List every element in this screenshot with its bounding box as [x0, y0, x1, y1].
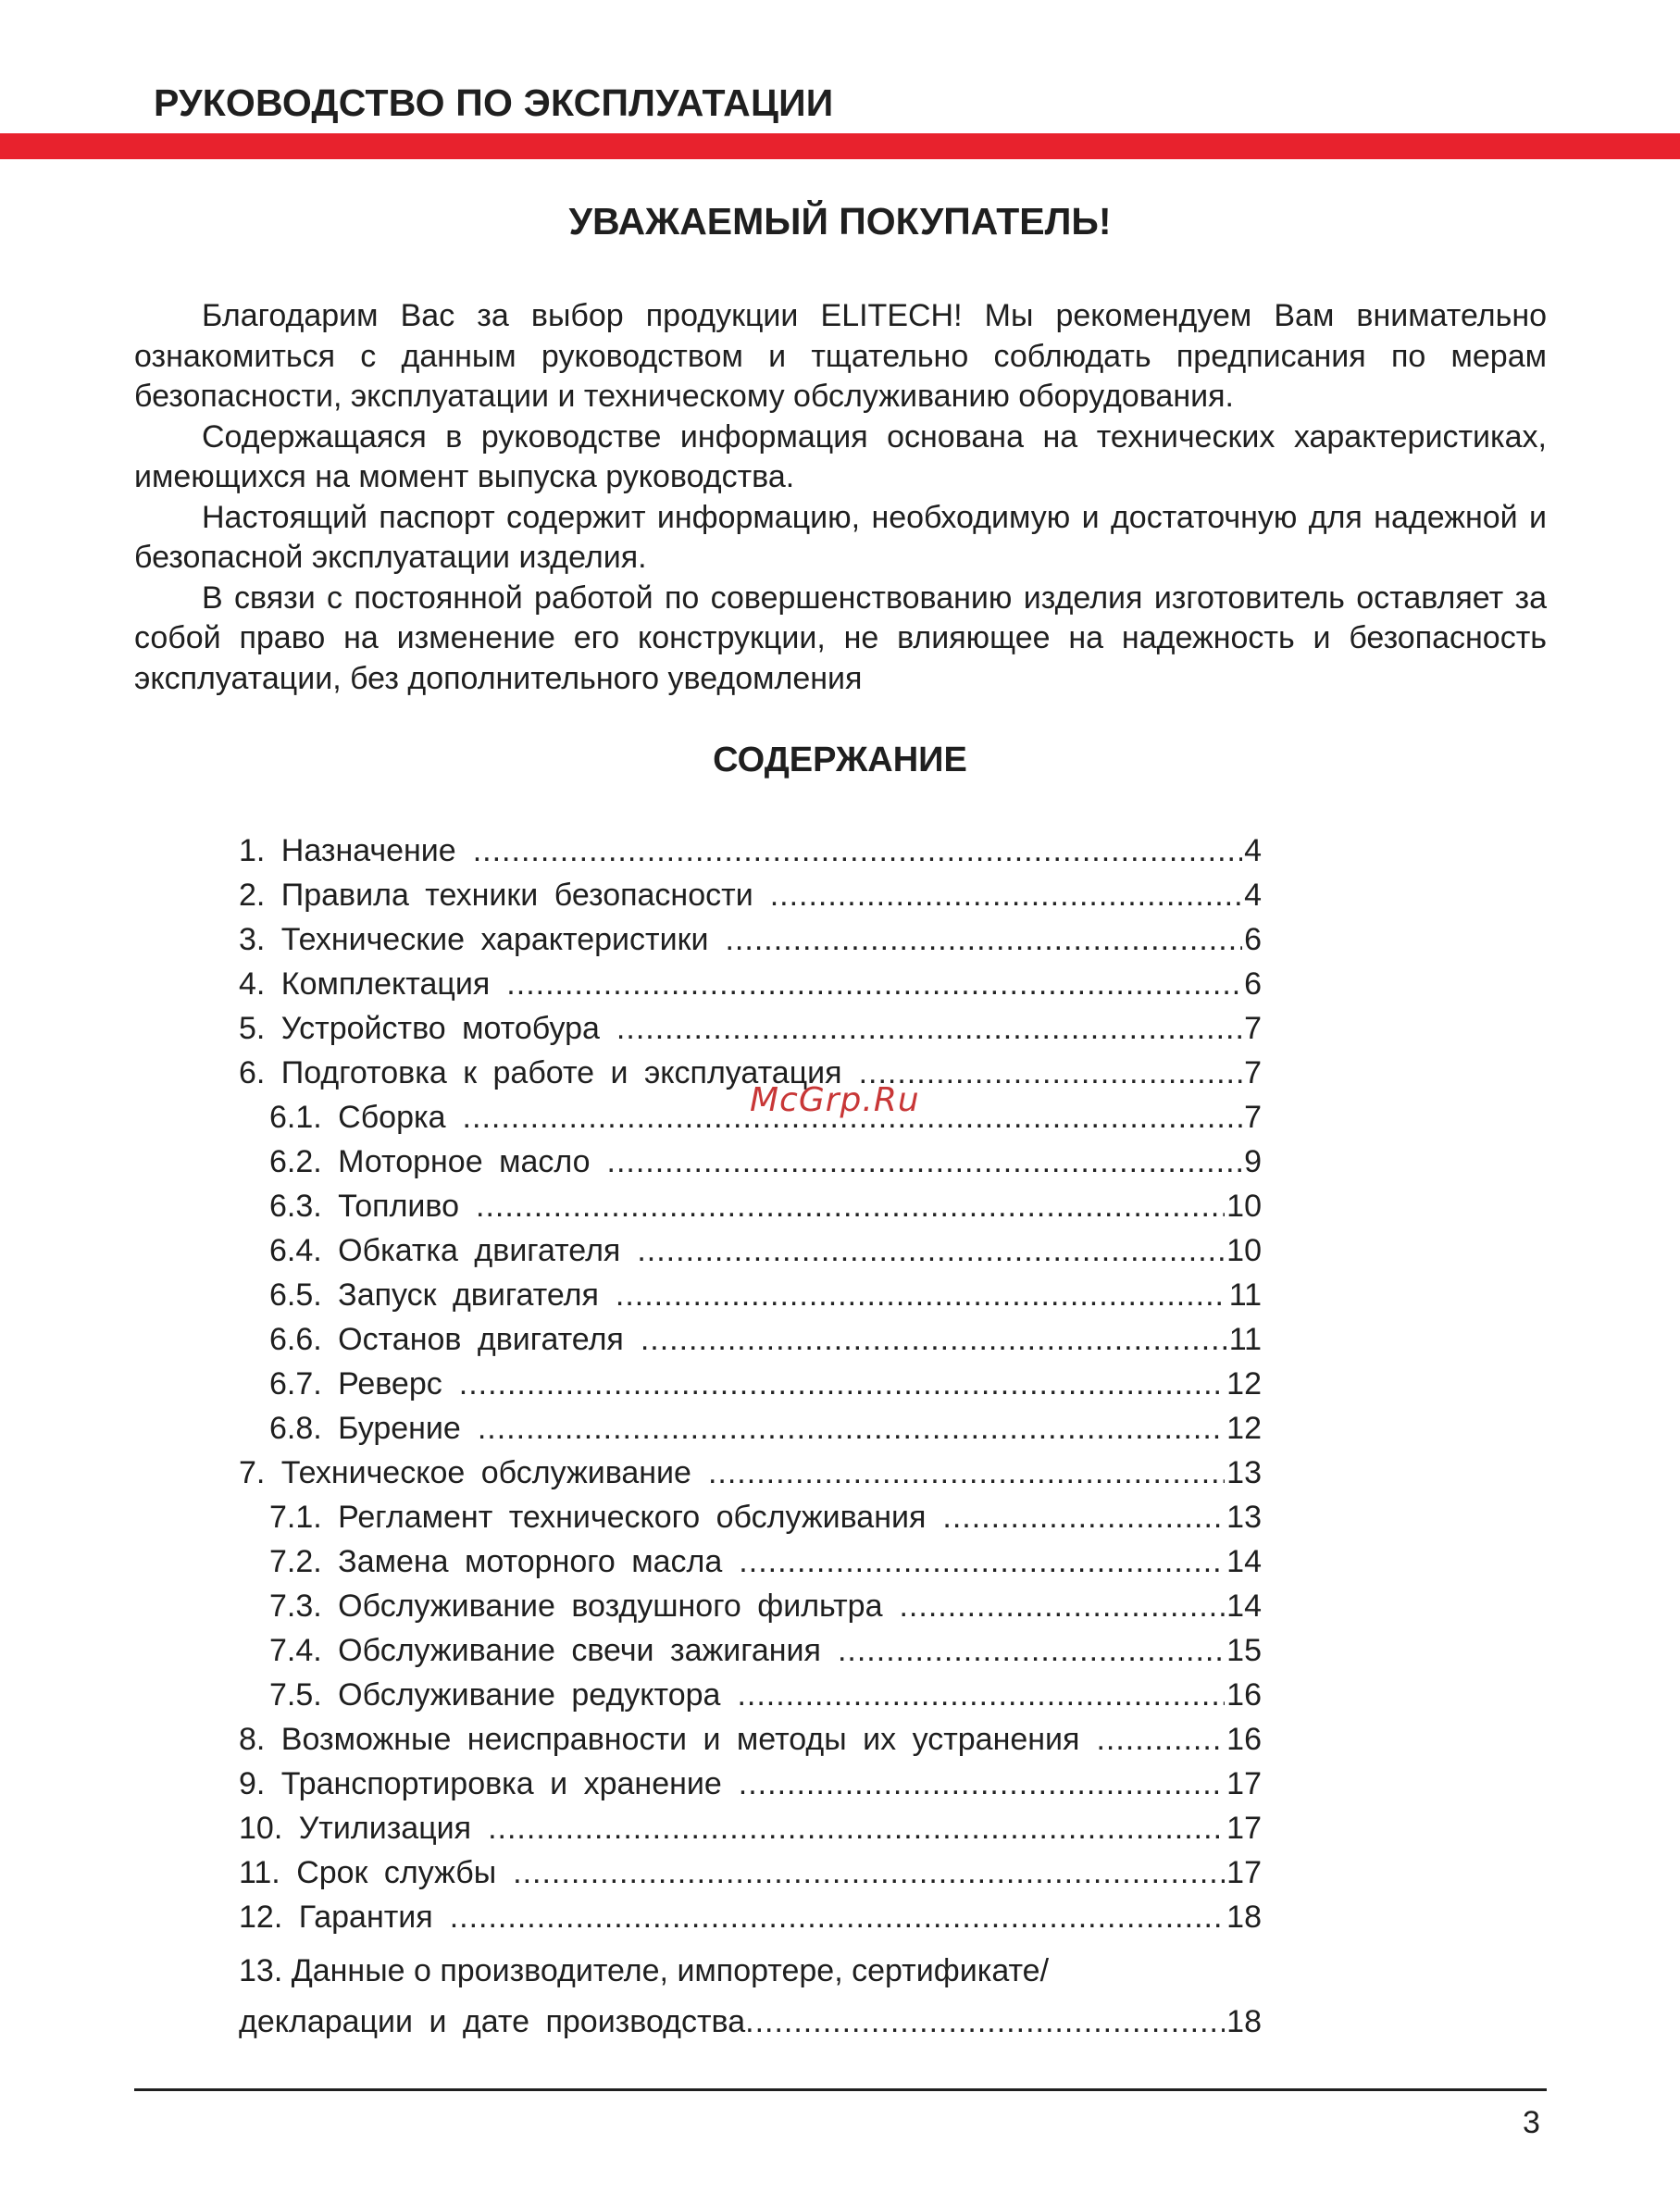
toc-item-page: 14	[1226, 1544, 1262, 1579]
intro-paragraph: Благодарим Вас за выбор продукции ELITECH! Мы рекомендуем Вам внимательно ознакомиться с данным руководством и тщательно соблюдать предписания по мерам безопасности, эксплуатации и техническому обслуживанию оборудования.	[134, 298, 1547, 414]
toc-item-page: 7	[1244, 1011, 1262, 1046]
toc-item-page: 16	[1226, 1677, 1262, 1713]
toc-item-page: 14	[1226, 1588, 1262, 1624]
toc-dot-leader	[708, 1455, 1225, 1491]
footer-rule	[134, 2088, 1547, 2091]
toc-dot-leader	[739, 1766, 1225, 1802]
intro-paragraph: Настоящий паспорт содержит информацию, необходимую и достаточную для надежной и безопасной эксплуатации изделия.	[134, 499, 1547, 575]
toc-item-title: 6.3. Топливо	[269, 1189, 460, 1224]
toc-item[interactable]	[239, 1811, 1262, 1855]
toc-item[interactable]	[239, 1766, 1262, 1811]
toc-item-title: 9. Транспортировка и хранение	[239, 1766, 722, 1801]
toc-dot-leader	[513, 1855, 1225, 1891]
toc-item[interactable]	[239, 1455, 1262, 1500]
toc-dot-leader	[641, 1322, 1227, 1358]
toc-dot-leader	[1096, 1722, 1225, 1758]
toc-dot-leader	[942, 1500, 1225, 1536]
toc-item-page: 10	[1226, 1233, 1262, 1268]
toc-item-title: 7.5. Обслуживание редуктора	[269, 1677, 721, 1713]
toc-item-title: 3. Технические характеристики	[239, 922, 709, 957]
toc-item-title-line2: декларации и дате производства	[239, 2004, 746, 2039]
toc-item-page: 6	[1244, 966, 1262, 1002]
toc-dot-leader	[473, 833, 1242, 869]
toc-item[interactable]	[239, 1411, 1262, 1455]
toc-item-title: 6.2. Моторное масло	[269, 1144, 591, 1179]
toc-dot-leader	[607, 1144, 1243, 1180]
toc-item[interactable]	[239, 1855, 1262, 1900]
toc-item[interactable]	[239, 1189, 1262, 1233]
toc-item[interactable]	[239, 1322, 1262, 1366]
toc-item[interactable]	[239, 1144, 1262, 1189]
toc-item[interactable]	[239, 1366, 1262, 1411]
table-of-contents	[239, 833, 1262, 2048]
toc-item-page: 18	[1226, 1900, 1262, 1935]
toc-item-page: 12	[1226, 1366, 1262, 1401]
toc-item-title: 12. Гарантия	[239, 1900, 433, 1935]
toc-item[interactable]	[239, 1233, 1262, 1277]
toc-item-page: 17	[1226, 1766, 1262, 1801]
toc-item[interactable]	[239, 1633, 1262, 1677]
intro-paragraph: Содержащаяся в руководстве информация основана на технических характеристиках, имеющихся на момент выпуска руководства.	[134, 418, 1547, 494]
toc-item-title: 1. Назначение	[239, 833, 456, 868]
toc-item-title-line1: 13. Данные о производителе, импортере, сертификате/	[239, 1953, 1050, 1988]
toc-item-title: 5. Устройство мотобура	[239, 1011, 600, 1046]
toc-item-page: 11	[1228, 1322, 1262, 1357]
toc-item-page: 13	[1226, 1500, 1262, 1535]
toc-item-title: 10. Утилизация	[239, 1811, 472, 1846]
toc-item[interactable]	[239, 966, 1262, 1011]
watermark: McGrp.Ru	[750, 1081, 920, 1119]
toc-item-title: 7.1. Регламент технического обслуживания	[269, 1500, 927, 1535]
toc-dot-leader	[476, 1189, 1225, 1225]
toc-item-page: 10	[1226, 1189, 1262, 1224]
toc-dot-leader	[450, 1900, 1225, 1936]
toc-item-page: 18	[1226, 2004, 1262, 2039]
toc-item[interactable]	[239, 833, 1262, 878]
toc-item[interactable]	[239, 1544, 1262, 1588]
toc-item-title: 6.8. Бурение	[269, 1411, 461, 1446]
page-number: 3	[1523, 2105, 1540, 2140]
toc-item-page: 6	[1244, 922, 1262, 957]
toc-item[interactable]	[239, 1277, 1262, 1322]
toc-item-title: 7.4. Обслуживание свечи зажигания	[269, 1633, 821, 1668]
toc-item-title: 6.4. Обкатка двигателя	[269, 1233, 621, 1268]
toc-dot-leader	[838, 1633, 1225, 1669]
toc-dot-leader	[506, 966, 1242, 1003]
toc-item[interactable]	[239, 1588, 1262, 1633]
toc-item-title: 11. Срок службы	[239, 1855, 497, 1890]
toc-dot-leader	[616, 1277, 1227, 1314]
toc-item-page: 4	[1244, 878, 1262, 913]
toc-item-page: 9	[1244, 1144, 1262, 1179]
toc-item[interactable]	[239, 922, 1262, 966]
toc-dot-leader	[770, 878, 1242, 914]
toc-item-page: 4	[1244, 833, 1262, 868]
toc-item-page: 7	[1244, 1100, 1262, 1135]
toc-item-page: 17	[1226, 1811, 1262, 1846]
toc-item-title: 4. Комплектация	[239, 966, 491, 1002]
toc-dot-leader	[488, 1811, 1225, 1847]
toc-item[interactable]	[239, 1011, 1262, 1055]
toc-dot-leader	[725, 922, 1242, 958]
toc-heading: СОДЕРЖАНИЕ	[713, 741, 967, 779]
toc-item[interactable]	[239, 878, 1262, 922]
toc-dot-leader	[616, 1011, 1242, 1047]
toc-item-page: 13	[1226, 1455, 1262, 1490]
toc-item-page: 17	[1226, 1855, 1262, 1890]
toc-item-title: 6. Подготовка к работе и эксплуатация	[239, 1055, 842, 1090]
toc-item-page: 11	[1228, 1277, 1262, 1313]
header-red-band	[0, 133, 1680, 159]
toc-item-title: 7.2. Замена моторного масла	[269, 1544, 723, 1579]
toc-item[interactable]	[239, 1500, 1262, 1544]
toc-item-page: 16	[1226, 1722, 1262, 1757]
toc-dot-leader	[478, 1411, 1225, 1447]
intro-paragraph: В связи с постоянной работой по совершенствованию изделия изготовитель оставляет за собой право на изменение его конструкции, не влияющее на надежность и безопасность эксплуатации, без дополнительного уведомления	[134, 579, 1547, 696]
toc-item-title: 7.3. Обслуживание воздушного фильтра	[269, 1588, 883, 1624]
toc-dot-leader	[459, 1366, 1225, 1402]
toc-dot-leader	[739, 1544, 1225, 1580]
toc-item-title: 7. Техническое обслуживание	[239, 1455, 691, 1490]
toc-dot-leader	[637, 1233, 1225, 1269]
toc-dot-leader	[745, 1997, 1225, 2048]
toc-dot-leader	[737, 1677, 1225, 1713]
toc-item-page: 12	[1226, 1411, 1262, 1446]
toc-item-title: 8. Возможные неисправности и методы их устранения	[239, 1722, 1080, 1757]
toc-item[interactable]	[239, 1900, 1262, 1944]
toc-item[interactable]	[239, 1722, 1262, 1766]
greeting-title: УВАЖАЕМЫЙ ПОКУПАТЕЛЬ!	[568, 200, 1112, 243]
toc-item-title: 6.6. Останов двигателя	[269, 1322, 624, 1357]
toc-item-title: 6.5. Запуск двигателя	[269, 1277, 599, 1313]
toc-item-title: 6.7. Реверс	[269, 1366, 442, 1401]
toc-item-title: 2. Правила техники безопасности	[239, 878, 753, 913]
running-header: РУКОВОДСТВО ПО ЭКСПЛУАТАЦИИ	[154, 81, 834, 124]
intro-text	[134, 296, 1547, 699]
toc-dot-leader	[899, 1588, 1225, 1625]
toc-item-page: 15	[1226, 1633, 1262, 1668]
toc-item-13[interactable]	[239, 1946, 1262, 2048]
toc-item-page: 7	[1244, 1055, 1262, 1090]
toc-item[interactable]	[239, 1677, 1262, 1722]
toc-item-title: 6.1. Сборка	[269, 1100, 446, 1135]
